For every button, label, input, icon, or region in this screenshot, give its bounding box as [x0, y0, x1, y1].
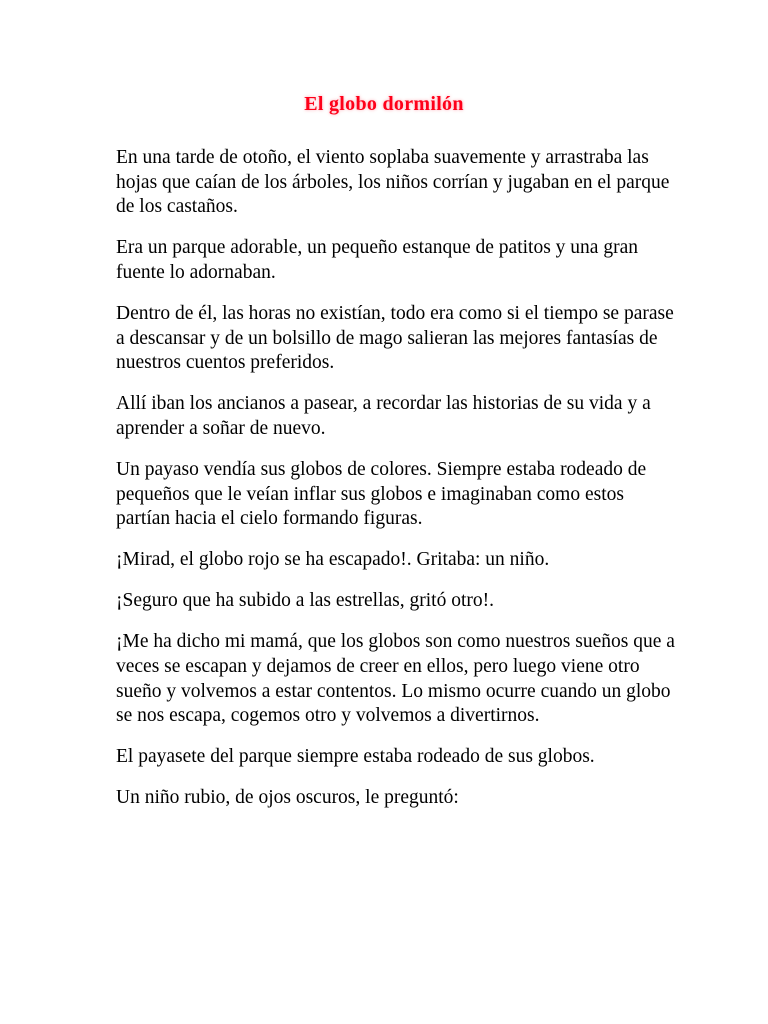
paragraph-1: En una tarde de otoño, el viento soplaba suavemente y arrastraba las hojas que caían de los árboles, los niños corrían y jugaban en el parque de los castaños. [116, 147, 670, 218]
paragraph-2: Era un parque adorable, un pequeño estanque de patitos y una gran fuente lo adornaban. [116, 237, 638, 283]
paragraph-7: ¡Seguro que ha subido a las estrellas, gritó otro!. [116, 590, 494, 612]
paragraph-4: Allí iban los ancianos a pasear, a recordar las historias de su vida y a aprender a soñar de nuevo. [116, 393, 651, 439]
paragraph-10: Un niño rubio, de ojos oscuros, le preguntó: [116, 787, 459, 809]
document-title: El globo dormilón [304, 93, 464, 115]
paragraph-3: Dentro de él, las horas no existían, todo era como si el tiempo se parase a descansar y de un bolsillo de mago salieran las mejores fantasías de nuestros cuentos preferidos. [116, 302, 674, 374]
paragraph-6: ¡Mirad, el globo rojo se ha escapado!. Gritaba: un niño. [116, 549, 550, 571]
paragraph-5: Un payaso vendía sus globos de colores. Siempre estaba rodeado de pequeños que le veían inflar sus globos e imaginaban como estos partían hacia el cielo formando figuras. [116, 458, 647, 530]
paragraph-8: ¡Me ha dicho mi mamá, que los globos son como nuestros sueños que a veces se escapan y dejamos de creer en ellos, pero luego viene otro sueño y volvemos a estar contentos. Lo mismo ocurre cuando un globo se nos escapa, cogemos otro y volvemos a divertirnos. [116, 631, 675, 727]
story-body [116, 146, 676, 827]
paragraph-9: El payasete del parque siempre estaba rodeado de sus globos. [116, 746, 595, 768]
